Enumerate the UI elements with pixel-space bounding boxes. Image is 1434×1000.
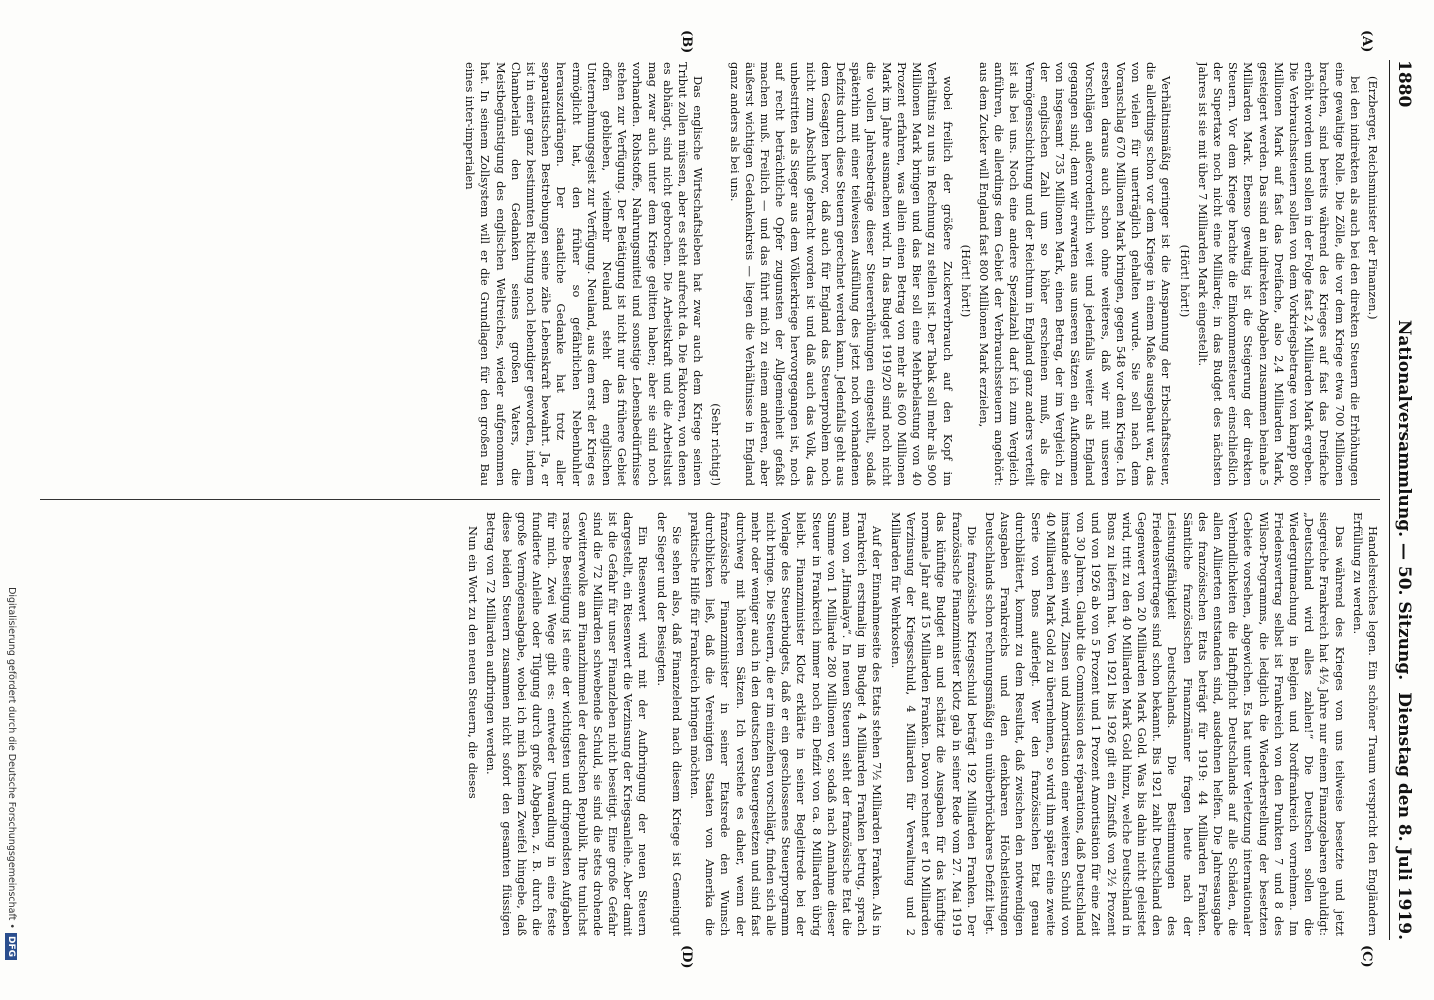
margin-marker-d: (D) [679, 945, 694, 969]
paragraph: Die französische Kriegsschuld beträgt 192 Milliarden Franken. Der französische Finanzminister Klotz gab in seiner Rede vom 27. Mai 1919 das künftige Budget an und schätzt die Ausgaben für das künftige normale Jahr auf 15 Milliarden Franken. Davon rechnet er 10 Milliarden Verzinsung der Kriegsschuld, 4 Milliarden für Verwaltung und 2 Milliarden für Wehrkosten. [888, 512, 979, 936]
paragraph: Das englische Wirtschaftsleben hat zwar auch dem Kriege seinen Tribut zollen müssen, aber es steht aufrecht da. Die Faktoren, von denen es abhängt, sind nicht gebrochen. Die Arbeitskraft und die Arbeitslust mag zwar auch unter dem Kriege gelitten haben; aber sie sind noch vorhanden. Rohstoffe, Nahrungsmittel und sonstige Lebensbedürfnisse stehen zur Verfügung. Der Betätigung ist nicht nur das frühere Gebiet offen geblieben, vielmehr Neuland steht dem englischen Unternehmungsgeist zur Verfügung. Neuland, aus dem erst der Krieg es ermöglicht hat, den früher so gefährlichen Nebenbuhler herauszudrängen. Der staatliche Gedanke hat trotz aller separatistischen Bestrebungen seine zähe Lebenskraft bewahrt. Ja, er ist in einer ganz bestimmten Richtung noch lebendiger geworden, indem Chamberlain den Gedanken seines großen Vaters, die Meistbegünstigung des englischen Weltreiches, wieder aufgenommen hat. In seinem Zollsystem will er die Grundlagen für den großen Bau eines inter-imperialen [463, 62, 706, 486]
paragraph: Handelsreiches legen. Ein schöner Traum verspricht den Engländern Erfüllung zu werden. [1350, 512, 1380, 936]
interjection: (Hört! hört!) [958, 244, 973, 318]
paragraph: Das während des Krieges von uns teilweise besetzte und jetzt siegreiche Frankreich hat 4½ Jahre nur einem Finanzgebaren gehuldigt: „Deutschland wird alles zahlen!“ Die Deutschen sollen die Wiedergutmachung in Belgien und Nordfrankreich vornehmen. Im Friedensvertrag selbst ist Frankreich von den Punkten 7 und 8 des Wilson-Programms, die lediglich die Wiederherstellung der besetzten Gebiete vorsehen, abgewichen. Es hat unter Verletzung internationaler Verbindlichkeiten die Haftpflicht Deutschlands auf alle Schäden, die allen Alliierten entstanden sind, ausdehnen helfen. Die Jahresausgabe des französischen Etats beträgt für 1919: 44 Milliarden Franken. Sämtliche französischen Finanzmänner fragen heute nach der Leistungsfähigkeit Deutschlands. Die Bestimmungen des Friedensvertrages sind schon bekannt. Bis 1921 zahlt Deutschland den Gegenwert von 20 Milliarden Mark Gold. Was bis dahin nicht geleistet wird, tritt zu den 40 Milliarden Mark Gold hinzu, welche Deutschland in Bons zu liefern hat. Von 1921 bis 1926 gilt ein Zinsfuß von 2½ Prozent und von 1926 ab von 5 Prozent und 1 Prozent Amortisation für eine Zeit von 30 Jahren. Glaubt die Commission des réparations, daß Deutschland imstande sein wird, Zinsen und Amortisation einer weiteren Schuld von 40 Milliarden Mark Gold zu übernehmen, so wird ihm später eine zweite Serie von Bons auferlegt. Wer den französischen Etat genau durchblättert, kommt zu dem Resultat, daß zwischen den notwendigen Ausgaben Frankreichs und den denkbaren Höchstleistungen Deutschlands schon rechnungsmäßig ein unüberbrückbares Defizit liegt. [982, 512, 1347, 936]
margin-marker-a: (A) [1359, 30, 1374, 53]
interjection: (Sehr richtig!) [709, 403, 724, 486]
margin-marker-b: (B) [679, 30, 694, 54]
page-header [1389, 60, 1418, 940]
paragraph: Ein Riesenwert wird mit der Aufbringung der neuen Steuern dargestellt, ein Riesenwert die Verzinsung der Kriegsanleihe. Aber damit ist die Gefahr für unser Finanzleben nicht beseitigt. Eine große Gefahr sind die 72 Milliarden schwebende Schuld, sie sind die stets drohende Gewitterwolke am Finanzhimmel der deutschen Republik. Ihre tunlichst rasche Beseitigung ist eine der wichtigsten und dringendsten Aufgaben für mich. Zwei Wege gibt es: entweder Umwandlung in eine feste fundierte Anleihe oder Tilgung durch große Abgaben, z. B. durch die große Vermögensabgabe, wobei ich mich keinem Zweifel hingebe, daß diese beiden Steuern zusammen nicht sofort den gesamten flüssigen Betrag von 72 Milliarden aufbringen werden. [484, 512, 651, 936]
dfg-logo: DFG [5, 933, 17, 960]
speaker-line: (Erzberger, Reichsminister der Finanzen.) [1366, 76, 1380, 320]
paragraph: Auf der Einnahmeseite des Etats stehen 7½ Milliarden Franken. Als in Frankreich erstmalig im Budget 4 Milliarden Franken betrug, sprach man von „Himalaya“. In neuen Steuern sieht der französische Etat die Summe von 1 Milliarde 280 Millionen vor, sodaß nach Annahme dieser Steuer in Frankreich immer noch ein Defizit von ca. 8 Milliarden übrig bleibt. Finanzminister Klotz erklärte in seiner Begleitrede bei der Vorlage des Steuerbudgets, daß er ein geschlossenes Steuerprogramm nicht bringe. Die Steuern, die er im einzelnen vorschlägt, finden sich alle mehr oder weniger auch in den deutschen Steuergesetzen und sind fast durchweg mit höheren Sätzen. Ich verstehe es daher, wenn der französische Finanzminister in seiner Etatsrede den Wunsch durchblicken ließ, daß die Vereinigten Staaten von Amerika die praktische Hilfe für Frankreich bringen möchten. [688, 512, 885, 936]
session-date: Dienstag den 8. Juli 1919. [1394, 692, 1414, 940]
column-divider [40, 499, 1380, 500]
paragraph: Nun ein Wort zu den neuen Steuern, die dieses [466, 526, 481, 799]
paragraph: Sie sehen also, daß Finanzelend nach diesem Kriege ist Gemeingut der Sieger und der Besiegten. [654, 512, 684, 936]
left-text-column [40, 62, 1380, 486]
page-number: 1880 [1394, 60, 1414, 108]
margin-marker-c: (C) [1359, 945, 1374, 968]
paragraph: bei den indirekten als auch bei den direkten Steuern die Erhöhungen eine gewaltige Rolle. Die Zölle, die vor dem Kriege etwa 700 Millionen brachten, sind bereits während des Krieges auf fast das Dreifache erhöht worden und sollen in der Folge fast 2,4 Milliarden Mark ergeben. Die Verbrauchssteuern sollen von dem Vorkriegsbetrage von knapp 800 Millionen Mark auf fast das Dreifache, also 2,4 Milliarden Mark, gesteigert werden. Das sind an indirekten Abgaben zusammen beinahe 5 Milliarden Mark. Ebenso gewaltig ist die Steigerung der direkten Steuern. Vor dem Kriege brachte die Einkommensteuer einschließlich der Supertaxe noch nicht eine Milliarde; in das Budget des nächsten Jahres ist sie mit über 7 Milliarden Mark eingestellt. [1195, 62, 1362, 486]
paragraph: Verhältnismäßig geringer ist die Anspannung der Erbschaftssteuer, die allerdings schon vor dem Kriege in einem Maße ausgebaut war, das von vielen für unerträglich gehalten wurde. Sie soll nach dem Voranschlag 670 Millionen Mark bringen, gegen 548 vor dem Kriege. Ich ersehen daraus auch schon ohne weiteres, daß wir mit unseren Vorschlägen außerordentlich weit und jedenfalls weiter als England gegangen sind; denn wir erwarten aus unseren Sätzen ein Aufkommen von insgesamt 735 Millionen Mark, einen Betrag, der im Vergleich zu der englischen Zahl um so höher erscheinen muß, als die Vermögensschichtung und der Reichtum in England ganz anders verteilt ist als bei uns. Noch eine andere Spezialzahl darf ich zum Vergleich anführen, die allerdings dem Gebiet der Verbrauchssteuern angehört: aus dem Zucker will England fast 800 Millionen Mark erzielen, [976, 62, 1174, 486]
page-title: Nationalversammlung. — 50. Sitzung. [1394, 319, 1414, 681]
interjection: (Hört! hört!) [1177, 244, 1192, 318]
paragraph: wobei freilich der größere Zuckerverbrauch auf den Kopf im Verhältnis zu uns in Rechnung zu stellen ist. Der Tabak soll mehr als 900 Millionen Mark bringen und das Bier soll eine Mehrbelastung von 40 Prozent erfahren, was allein einen Betrag von mehr als 600 Millionen Mark im Jahre ausmachen wird. In das Budget 1919/20 sind noch nicht die vollen Jahresbeträge dieser Steuererhöhungen eingestellt, sodaß späterhin mit einer teilweisen Ausfüllung des jetzt noch vorhandenen Defizits durch diese Steuern gerechnet werden kann. Jedenfalls geht aus dem Gesagten hervor, daß auch für England das Steuerproblem noch nicht zum Abschluß gebracht worden ist und daß auch das Volk, das unbestritten als Sieger aus dem Völkerkriege hervorgegangen ist, noch auf recht beträchtliche Opfer zugunsten der Allgemeinheit gefaßt machen muß. Freilich — und das führt mich zu einem anderen, aber äußerst wichtigen Gedankenkreis — liegen die Verhältnisse in England ganz anders als bei uns. [727, 62, 955, 486]
right-text-column [40, 512, 1380, 936]
credit-text: Digitalisierung gefördert durch die Deutsche Forschungsgemeinschaft • [6, 587, 17, 929]
digitization-credit [0, 0, 22, 1000]
